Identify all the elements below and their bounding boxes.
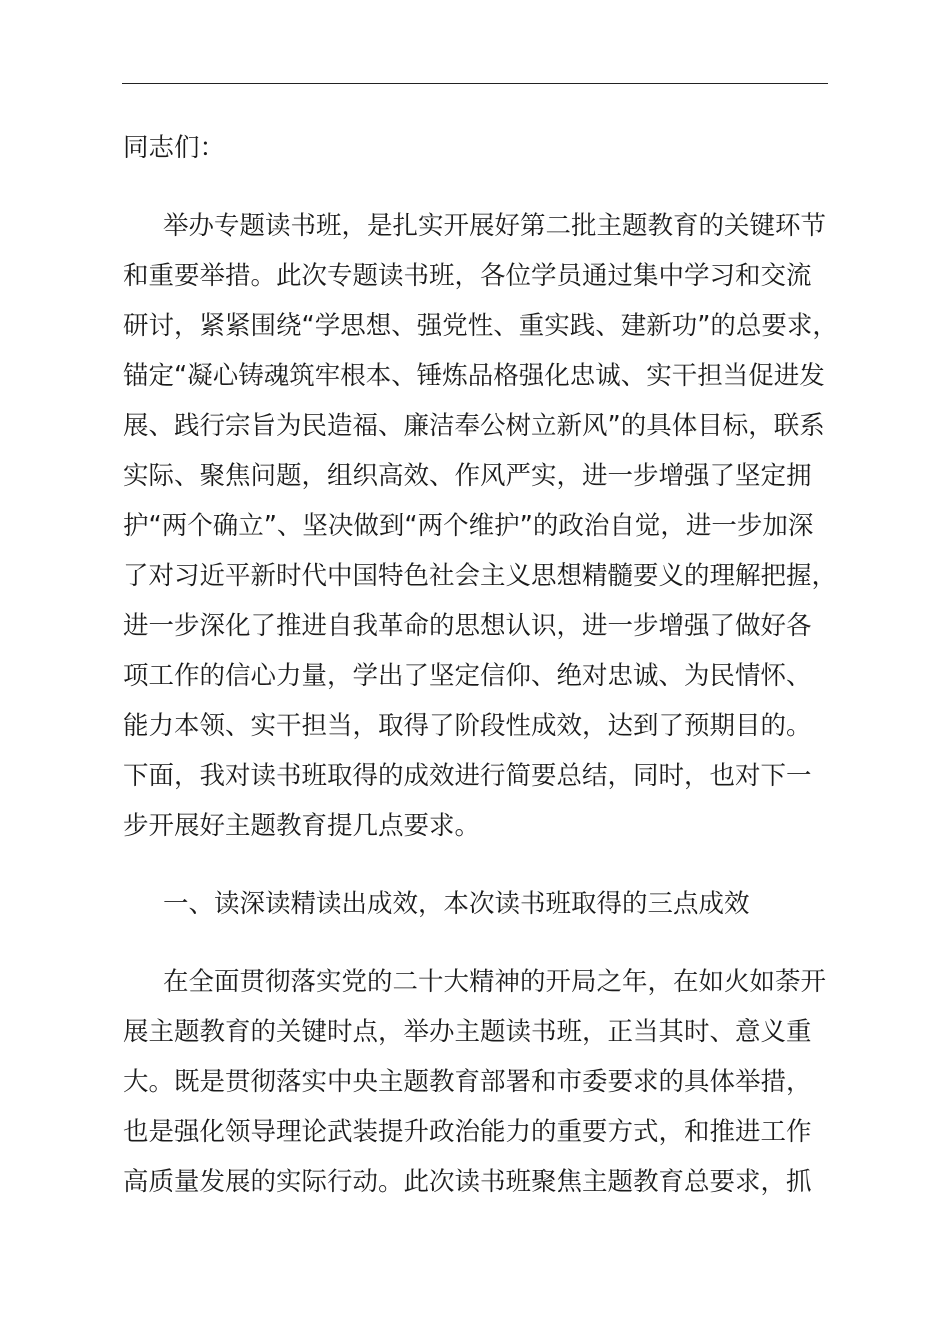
paragraph-1-line-13: 步开展好主题教育提几点要求。: [123, 811, 481, 841]
paragraph-1-line-2: 和重要举措。此次专题读书班，各位学员通过集中学习和交流: [123, 261, 812, 291]
paragraph-3-line-1: 在全面贯彻落实党的二十大精神的开局之年，在如火如荼开: [163, 967, 827, 997]
paragraph-1-line-7: 护“两个确立”、坚决做到“两个维护”的政治自觉，进一步加深: [123, 511, 814, 541]
paragraph-3-line-3: 大。既是贯彻落实中央主题教育部署和市委要求的具体举措，: [123, 1067, 812, 1097]
paragraph-1-line-3: 研讨，紧紧围绕“学思想、强党性、重实践、建新功”的总要求，: [123, 311, 838, 341]
paragraph-1-line-10: 项工作的信心力量，学出了坚定信仰、绝对忠诚、为民情怀、: [123, 661, 812, 691]
paragraph-1-line-4: 锚定“凝心铸魂筑牢根本、锤炼品格强化忠诚、实干担当促进发: [123, 361, 825, 391]
paragraph-3-line-2: 展主题教育的关键时点，举办主题读书班，正当其时、意义重: [123, 1017, 812, 1047]
paragraph-1-line-9: 进一步深化了推进自我革命的思想认识，进一步增强了做好各: [123, 611, 812, 641]
paragraph-3-line-4: 也是强化领导理论武装提升政治能力的重要方式，和推进工作: [123, 1117, 812, 1147]
paragraph-1-line-8: 了对习近平新时代中国特色社会主义思想精髓要义的理解把握，: [123, 561, 838, 591]
paragraph-1-line-6: 实际、聚焦问题，组织高效、作风严实，进一步增强了坚定拥: [123, 461, 812, 491]
paragraph-1-line-1: 举办专题读书班，是扎实开展好第二批主题教育的关键环节: [163, 211, 827, 241]
paragraph-3-line-5: 高质量发展的实际行动。此次读书班聚焦主题教育总要求，抓: [123, 1167, 812, 1197]
section-heading-1: 一、读深读精读出成效，本次读书班取得的三点成效: [163, 889, 750, 919]
paragraph-1-line-5: 展、践行宗旨为民造福、廉洁奉公树立新风”的具体目标，联系: [123, 411, 825, 441]
document-body: [123, 123, 838, 1207]
paragraph-1-line-11: 能力本领、实干担当，取得了阶段性成效，达到了预期目的。: [123, 711, 812, 741]
header-rule: [122, 83, 828, 84]
salutation: 同志们：: [123, 133, 226, 163]
paragraph-1-line-12: 下面，我对读书班取得的成效进行简要总结，同时，也对下一: [123, 761, 812, 791]
